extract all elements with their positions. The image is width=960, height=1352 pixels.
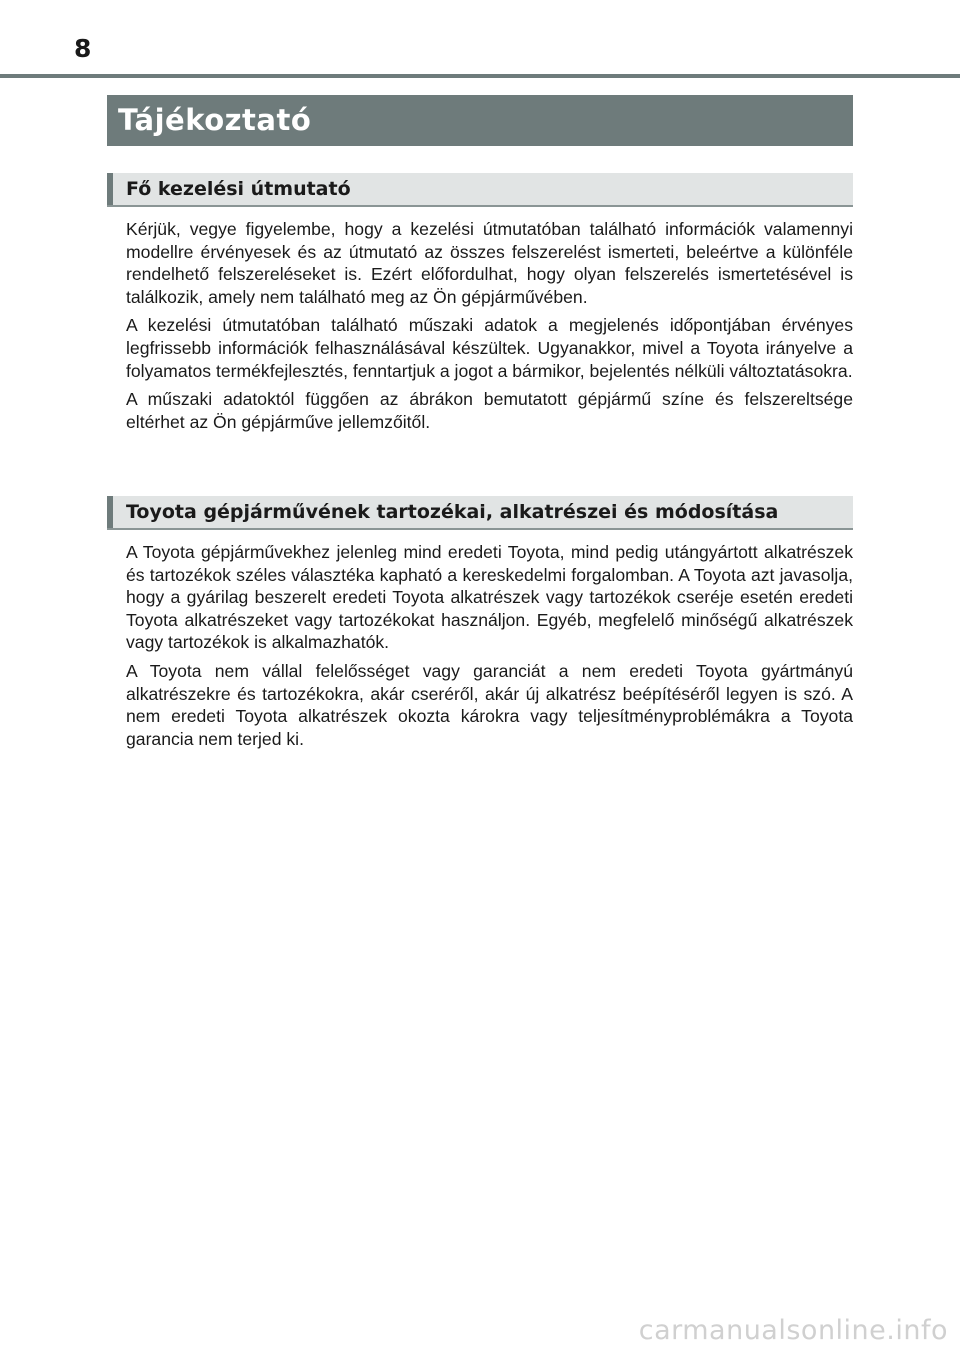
paragraph: A műszaki adatoktól függően az ábrákon bemutatott gépjármű színe és felszereltsége eltérhet az Ön gépjárműve jellemzőitől. [126, 389, 853, 432]
section-body [126, 530, 853, 750]
section-title: Fő kezelési útmutató [126, 178, 351, 200]
paragraph: A kezelési útmutatóban található műszaki adatok a megjelenés időpontjában érvényes legfrissebb információk felhasználásával készültek. Ugyanakkor, mivel a Toyota irányelve a folyamatos termékfejlesztés, fenntartjuk a jogot a bármikor, bejelentés nélküli változtatásokra. [126, 315, 853, 381]
section-heading [107, 173, 853, 207]
paragraph: Kérjük, vegye figyelembe, hogy a kezelési útmutatóban található információk valamennyi modellre érvényesek és az útmutató az összes felszerelést ismerteti, beleértve a különféle rendelhető felszereléseket is. Ezért előfordulhat, hogy olyan felszerelés ismertetésével is találkozik, amely nem található meg az Ön gépjárművében. [126, 219, 853, 307]
chapter-title: Tájékoztató [118, 103, 312, 137]
section-title: Toyota gépjárművének tartozékai, alkatrészei és módosítása [126, 501, 779, 523]
page-number: 8 [74, 34, 92, 63]
watermark-link[interactable]: carmanualsonline.info [638, 1315, 948, 1346]
chapter-header [107, 95, 853, 146]
section-heading-accent [107, 173, 113, 205]
paragraph: A Toyota nem vállal felelősséget vagy garanciát a nem eredeti Toyota gyártmányú alkatrészekre és tartozékokra, akár cseréről, akár új alkatrész beépítéséről legyen is szó. A nem eredeti Toyota alkatrészek okozta károkra vagy teljesítményproblémákra a Toyota garancia nem terjed ki. [126, 660, 853, 749]
section-accessories [107, 496, 853, 756]
section-main-manual [107, 173, 853, 439]
section-heading [107, 496, 853, 530]
section-heading-accent [107, 496, 113, 528]
paragraph: A Toyota gépjárművekhez jelenleg mind eredeti Toyota, mind pedig utángyártott alkatrészek és tartozékok széles választéka kapható a kereskedelmi forgalomban. A Toyota azt javasolja, hogy a gyárilag beszerelt eredeti Toyota alkatrészek vagy tartozékok cseréje esetén eredeti Toyota alkatrészeket vagy tartozékokat használjon. Egyéb, megfelelő minőségű alkatrészek vagy tartozékok is alkalmazhatók. [126, 542, 853, 653]
top-rule [0, 74, 960, 78]
section-body [126, 207, 853, 433]
